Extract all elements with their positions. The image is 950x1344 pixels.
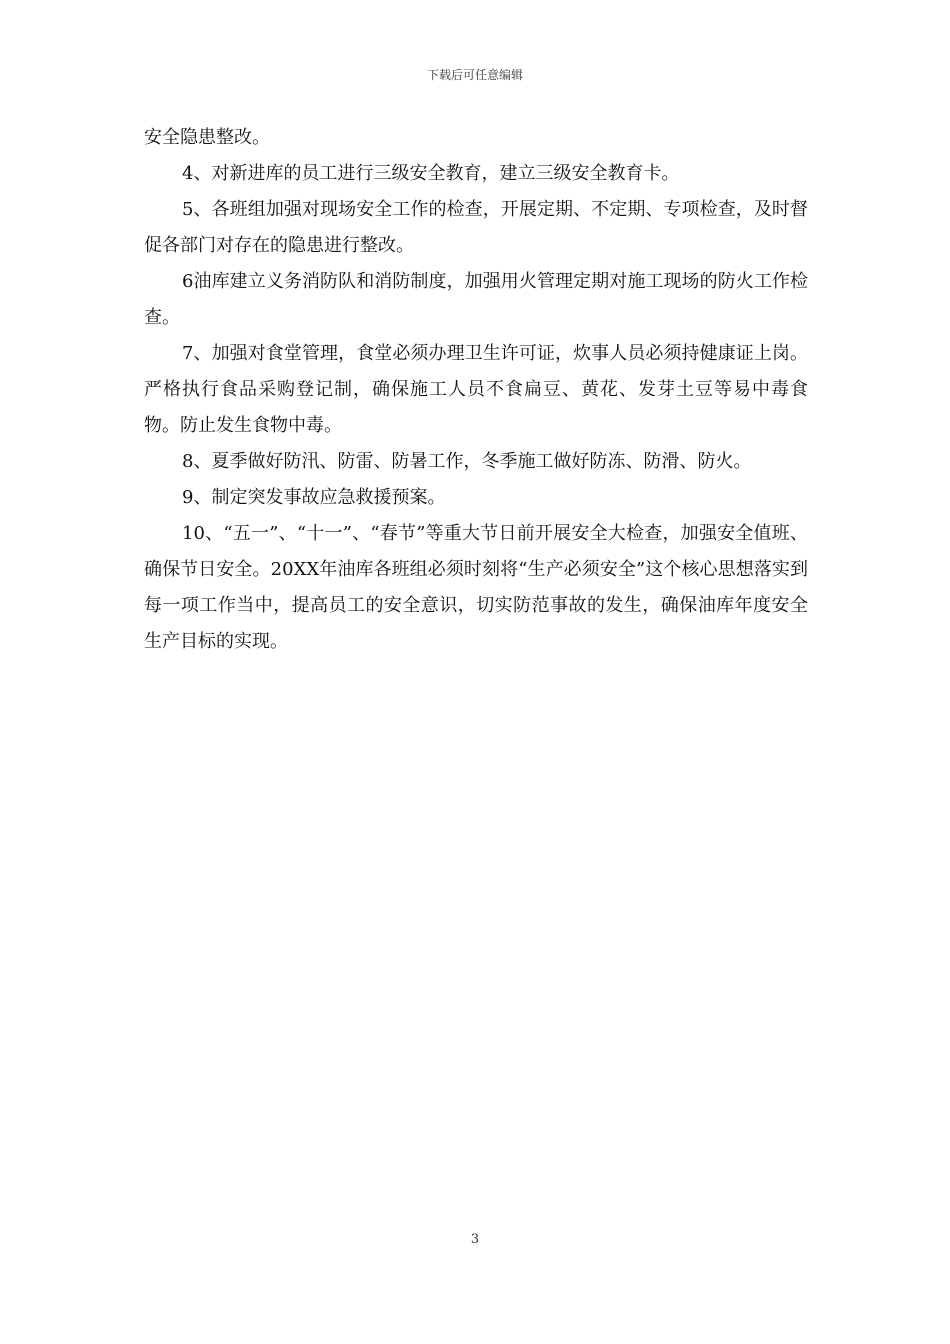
paragraph-item-7: 7、加强对食堂管理，食堂必须办理卫生许可证，炊事人员必须持健康证上岗。严格执行食品采购登记制，确保施工人员不食扁豆、黄花、发芽土豆等易中毒食物。防止发生食物中毒。	[144, 343, 808, 436]
paragraph-item-6: 6油库建立义务消防队和消防制度，加强用火管理定期对施工现场的防火工作检查。	[144, 271, 808, 328]
paragraph-item-5: 5、各班组加强对现场安全工作的检查，开展定期、不定期、专项检查，及时督促各部门对存在的隐患进行整改。	[144, 199, 808, 256]
paragraph-item-4: 4、对新进库的员工进行三级安全教育，建立三级安全教育卡。	[182, 163, 680, 184]
paragraph-item-9: 9、制定突发事故应急救援预案。	[182, 487, 446, 508]
paragraph-item-10: 10、“五一”、“十一”、“春节”等重大节日前开展安全大检查，加强安全值班、确保节日安全。20XX年油库各班组必须时刻将“生产必须安全”这个核心思想落实到每一项工作当中，提高员工的安全意识，切实防范事故的发生，确保油库年度安全生产目标的实现。	[144, 523, 808, 652]
page-number: 3	[470, 1232, 480, 1247]
paragraph-continuation: 安全隐患整改。	[144, 127, 270, 148]
document-body	[144, 120, 808, 660]
paragraph-item-8: 8、夏季做好防汛、防雷、防暑工作，冬季施工做好防冻、防滑、防火。	[182, 451, 752, 472]
page-header: 下载后可任意编辑	[426, 68, 523, 82]
